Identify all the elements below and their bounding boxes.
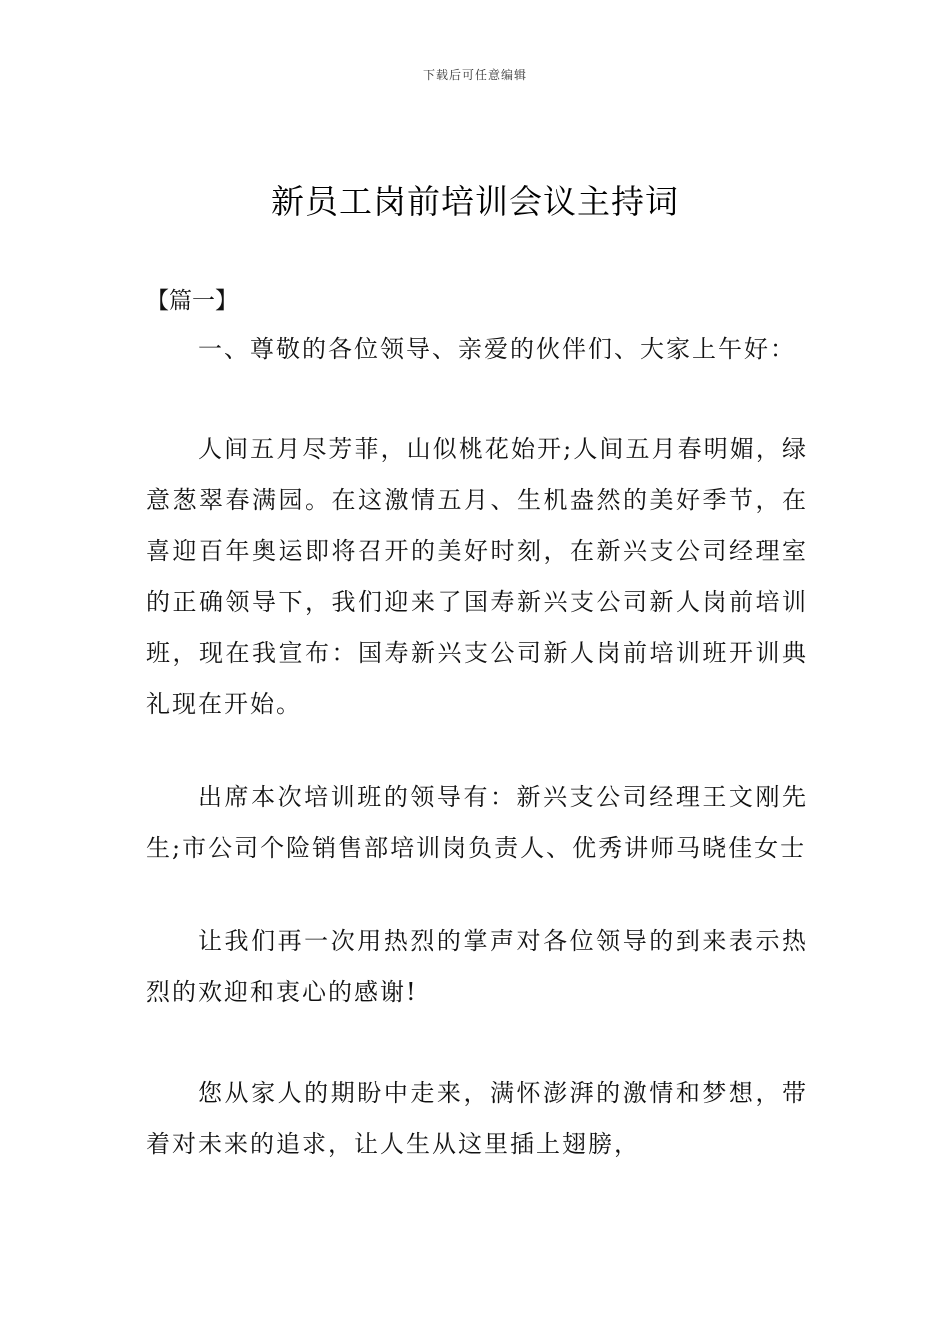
paragraph-welcome: 让我们再一次用热烈的掌声对各位领导的到来表示热烈的欢迎和衷心的感谢! bbox=[146, 927, 808, 1006]
paragraph-attendees: 出席本次培训班的领导有：新兴支公司经理王文刚先生;市公司个险销售部培训岗负责人、优秀讲师马晓佳女士 bbox=[146, 783, 808, 862]
header-note: 下载后可任意编辑 bbox=[422, 68, 527, 82]
section-label: 【篇一】 bbox=[146, 288, 238, 314]
paragraph-opening: 人间五月尽芳菲，山似桃花始开;人间五月春明媚，绿意葱翠春满园。在这激情五月、生机盎然的美好季节，在喜迎百年奥运即将召开的美好时刻，在新兴支公司经理室的正确领导下，我们迎来了国寿新兴支公司新人岗前培训班，现在我宣布：国寿新兴支公司新人岗前培训班开训典礼现在开始。 bbox=[146, 435, 808, 718]
document-title: 新员工岗前培训会议主持词 bbox=[271, 182, 679, 221]
paragraph-closing: 您从家人的期盼中走来，满怀澎湃的激情和梦想，带着对未来的追求，让人生从这里插上翅膀， bbox=[146, 1079, 808, 1158]
paragraph-greeting: 一、尊敬的各位领导、亲爱的伙伴们、大家上午好： bbox=[198, 335, 796, 363]
